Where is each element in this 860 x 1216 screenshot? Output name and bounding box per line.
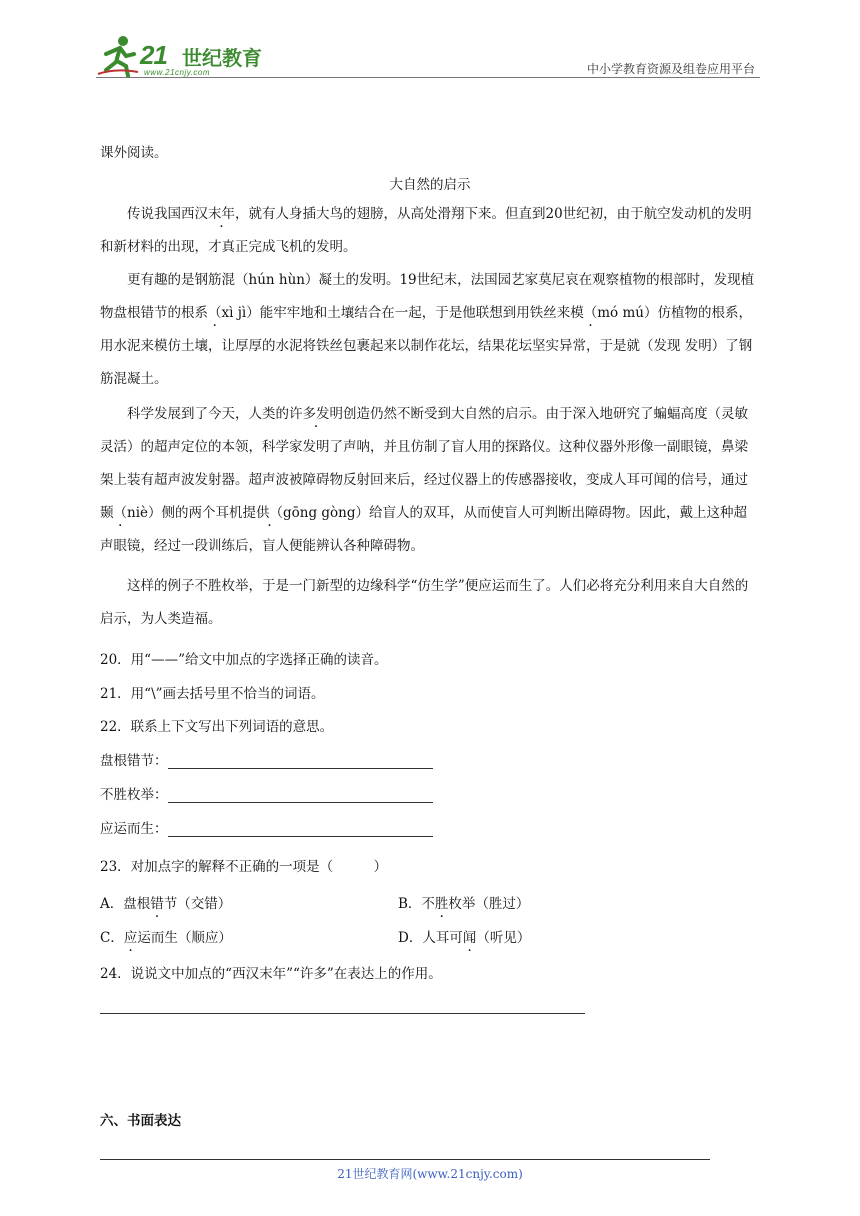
article-paragraph-2: 更有趣的是钢筋混（hún hùn）凝土的发明。19世纪末，法国园艺家莫尼哀在观察植物的根部时，发现植物盘根错节的根系（xì jì）能牢牢地和土壤结合在一起，于是他联想到用铁丝来模（mó mú）仿植物的根系，用水泥来模仿土壤，让厚厚的水泥将铁丝包裹起来以制作花坛，结果花坛坚实异常，于是就（发现 发明）了钢筋混凝土。 (100, 272, 755, 387)
q22-item-2: 不胜枚举： (100, 783, 433, 803)
dotted-text: 模 (570, 305, 584, 321)
article-paragraph-4: 这样的例子不胜枚举，于是一门新型的边缘科学“仿生学”便应运而生了。人们必将充分利用来自大自然的启示，为人类造福。 (100, 578, 749, 627)
footer-text: 21世纪教育网(www.21cnjy.com) (337, 1167, 523, 1181)
question-23: 23．对加点字的解释不正确的一项是（ ） (100, 859, 388, 875)
option-c[interactable]: C．应运而生（顺应） (100, 930, 232, 946)
footer-divider (100, 1159, 710, 1160)
answer-blank[interactable] (168, 822, 433, 837)
question-21: 21．用“\”画去括号里不恰当的词语。 (100, 686, 325, 702)
logo-number: 21 (140, 40, 167, 70)
q22-item-3: 应运而生： (100, 817, 433, 837)
question-20: 20．用“——”给文中加点的字选择正确的读音。 (100, 652, 388, 668)
article-paragraph-3: 科学发展到了今天，人类的许多发明创造仍然不断受到大自然的启示。由于深入地研究了蝙蝠高度（灵敏 灵活）的超声定位的本领，科学家发明了声呐，并且仿制了盲人用的探路仪。这种仪器外形像一副眼镜，鼻梁架上装有超声波发射器。超声波被障碍物反射回来后，经过仪器上的传感器接收，变成人耳可闻的信号，通过颞（niè）侧的两个耳机提供（gōng gòng）给盲人的双耳，从而使盲人可判断出障碍物。因此，戴上这种超声眼镜，经过一段训练后，盲人便能辨认各种障碍物。 (100, 406, 748, 554)
dotted-text: 系 (194, 305, 208, 321)
option-b[interactable]: B．不胜枚举（胜过） (398, 896, 530, 912)
answer-blank[interactable] (168, 788, 433, 803)
article-paragraph-1: 传说我国西汉末年，就有人身插大鸟的翅膀，从高处滑翔下来。但直到20世纪初，由于航空发动机的发明和新材料的出现，才真正完成飞机的发明。 (100, 206, 752, 255)
article-title: 大自然的启示 (389, 177, 471, 193)
answer-line[interactable] (100, 1013, 585, 1014)
question-22: 22．联系上下文写出下列词语的意思。 (100, 719, 334, 735)
question-24: 24．说说文中加点的“西汉末年”“许多”在表达上的作用。 (100, 966, 442, 982)
intro-label: 课外阅读。 (100, 145, 168, 161)
dotted-text: 西汉末年 (181, 206, 235, 222)
header-platform-text: 中小学教育资源及组卷应用平台 (586, 62, 755, 76)
runner-logo-icon (96, 34, 140, 78)
header-divider (96, 77, 760, 78)
dotted-text: 许多 (289, 406, 316, 422)
section-heading: 六、书面表达 (100, 1113, 181, 1129)
logo-url: www.21cnjy.com (144, 68, 210, 77)
dotted-text: 提供 (242, 505, 270, 521)
logo (96, 32, 266, 80)
option-d[interactable]: D．人耳可闻（听见） (398, 930, 531, 946)
option-a[interactable]: A．盘根错节（交错） (100, 896, 232, 912)
dotted-text: 颞 (100, 505, 114, 521)
logo-text: 世纪教育 (182, 46, 262, 70)
answer-blank[interactable] (168, 754, 433, 769)
q22-item-1: 盘根错节： (100, 749, 433, 769)
